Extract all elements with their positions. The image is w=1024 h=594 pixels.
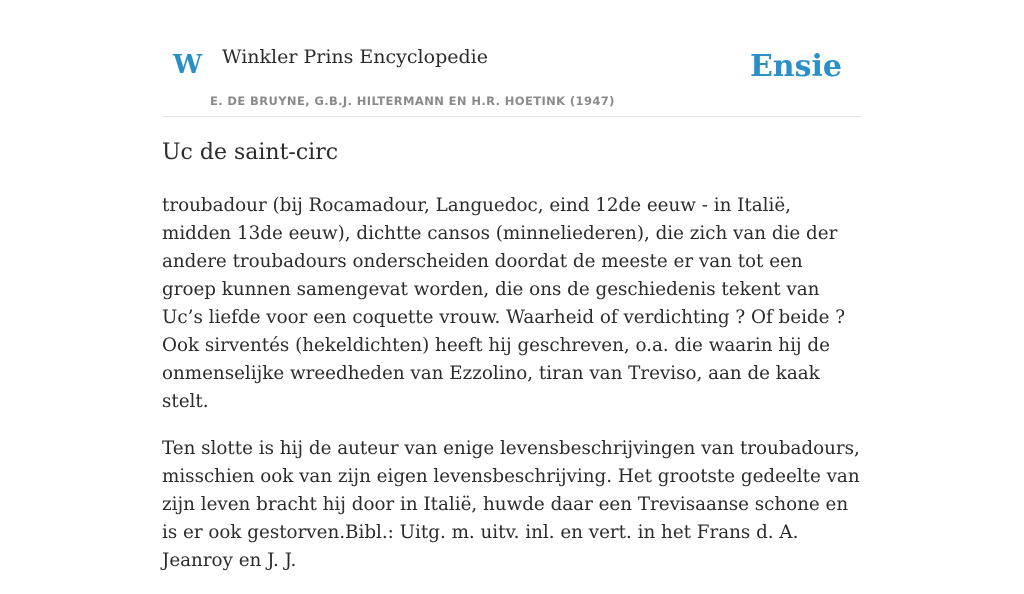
article-title: Uc de saint-circ	[162, 140, 339, 165]
page-container	[162, 0, 862, 571]
site-title[interactable]: Winkler Prins Encyclopedie	[222, 46, 488, 68]
site-header	[162, 0, 862, 117]
editors-byline: E. DE BRUYNE, G.B.J. HILTERMANN EN H.R. HOETINK (1947)	[210, 94, 615, 108]
ensie-brand-logo[interactable]: Ensie	[749, 49, 842, 84]
winkler-prins-logo[interactable]: W	[173, 50, 203, 80]
article-paragraph: troubadour (bij Rocamadour, Languedoc, eind 12de eeuw - in Italië, midden 13de eeuw), dichtte cansos (minneliederen), die zich van die der andere troubadours onderscheiden doordat de meeste er van tot een groep kunnen samengevat worden, die ons de geschiedenis tekent van Uc’s liefde voor een coquette vrouw. Waarheid of verdichting ? Of beide ? Ook sirventés (hekeldichten) heeft hij geschreven, o.a. die waarin hij de onmenselijke wreedheden van Ezzolino, tiran van Treviso, aan de kaak stelt.	[162, 195, 846, 412]
article-paragraph: Ten slotte is hij de auteur van enige levensbeschrijvingen van troubadours, misschien ook van zijn eigen levensbeschrijving. Het grootste gedeelte van zijn leven bracht hij door in Italië, huwde daar een Trevisaanse schone en is er ook gestorven.Bibl.: Uitg. m. uitv. inl. en vert. in het Frans d. A. Jeanroy en J. J.	[162, 438, 860, 571]
article-body	[162, 192, 862, 594]
